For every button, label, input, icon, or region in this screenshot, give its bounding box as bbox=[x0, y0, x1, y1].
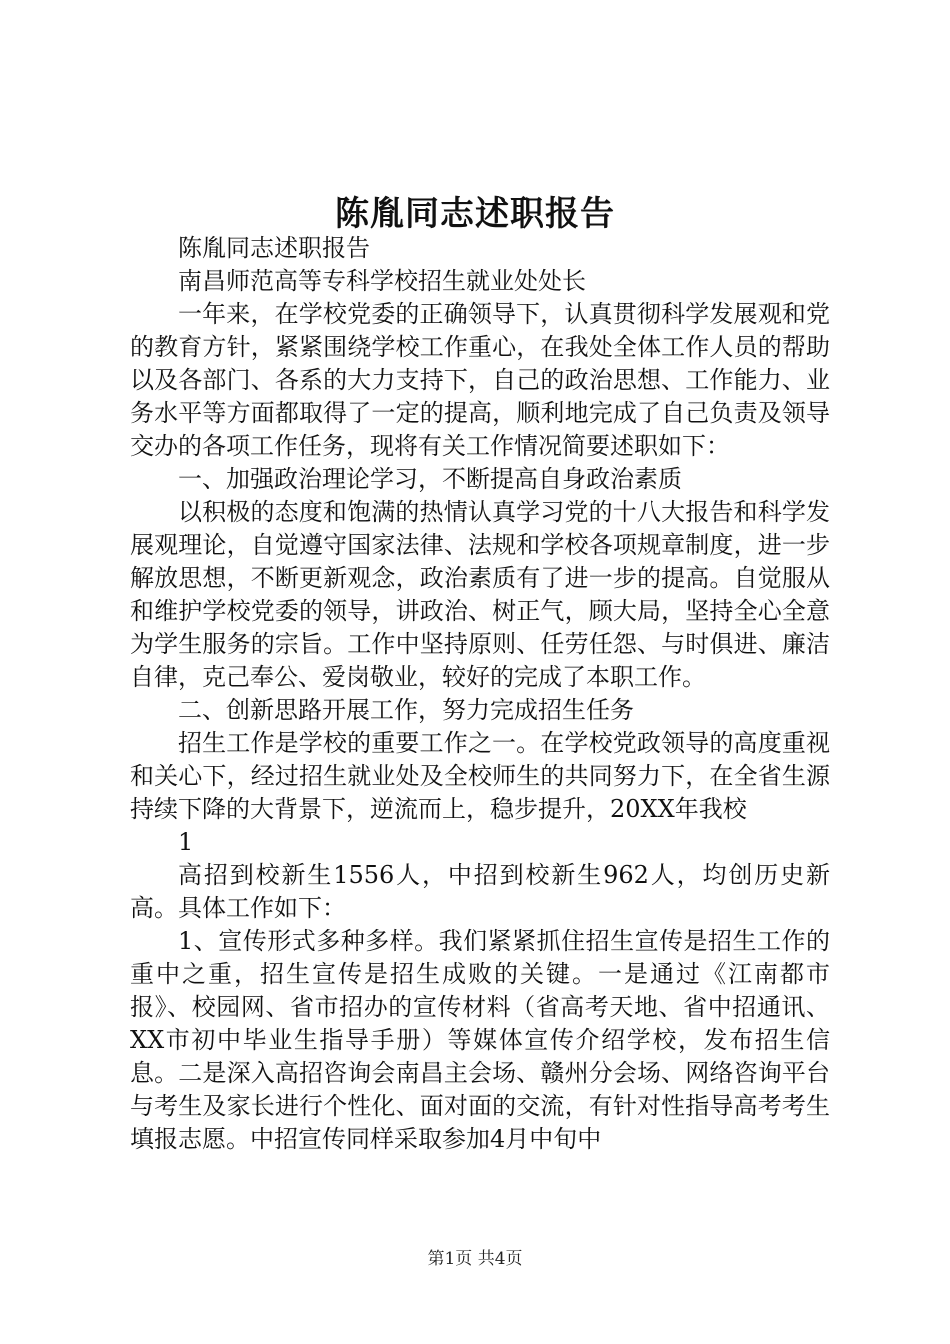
paragraph-section-2: 招生工作是学校的重要工作之一。在学校党政领导的高度重视和关心下，经过招生就业处及全校师生的共同努力下，在全省生源持续下降的大背景下，逆流而上，稳步提升，20XX年我校 bbox=[130, 729, 830, 823]
paragraph-section-1: 以积极的态度和饱满的热情认真学习党的十八大报告和科学发展观理论，自觉遵守国家法律、法规和学校各项规章制度，进一步解放思想，不断更新观念，政治素质有了进一步的提高。自觉服从和维护学校党委的领导，讲政治、树正气，顾大局，坚持全心全意为学生服务的宗旨。工作中坚持原则、任劳任怨、与时俱进、廉洁自律，克己奉公、爱岗敬业，较好的完成了本职工作。 bbox=[130, 498, 830, 691]
paragraph-intro: 一年来，在学校党委的正确领导下，认真贯彻科学发展观和党的教育方针，紧紧围绕学校工作重心，在我处全体工作人员的帮助以及各部门、各系的大力支持下，自己的政治思想、工作能力、业务水平等方面都取得了一定的提高，顺利地完成了自己负责及领导交办的各项工作任务，现将有关工作情况简要述职如下： bbox=[130, 300, 830, 460]
paragraph-author: 南昌师范高等专科学校招生就业处处长 bbox=[178, 267, 586, 295]
page-footer: 第1页 共4页 bbox=[427, 1249, 523, 1269]
section-heading-1: 一、加强政治理论学习，不断提高自身政治素质 bbox=[178, 465, 682, 493]
paragraph-publicity: 1、宣传形式多种多样。我们紧紧抓住招生宣传是招生工作的重中之重，招生宣传是招生成败的关键。一是通过《江南都市报》、校园网、省市招办的宣传材料（省高考天地、省中招通讯、XX市初中毕业生指导手册）等媒体宣传介绍学校，发布招生信息。二是深入高招咨询会南昌主会场、赣州分会场、网络咨询平台与考生及家长进行个性化、面对面的交流，有针对性指导高考考生填报志愿。中招宣传同样采取参加4月中旬中 bbox=[130, 927, 830, 1153]
section-heading-2: 二、创新思路开展工作，努力完成招生任务 bbox=[178, 696, 634, 724]
document-body bbox=[130, 232, 830, 1156]
paragraph-subtitle: 陈胤同志述职报告 bbox=[178, 234, 370, 262]
inline-page-number: 1 bbox=[178, 828, 194, 856]
document-title: 陈胤同志述职报告 bbox=[335, 194, 615, 234]
paragraph-enrollment: 高招到校新生1556人，中招到校新生962人，均创历史新高。具体工作如下： bbox=[130, 861, 830, 922]
